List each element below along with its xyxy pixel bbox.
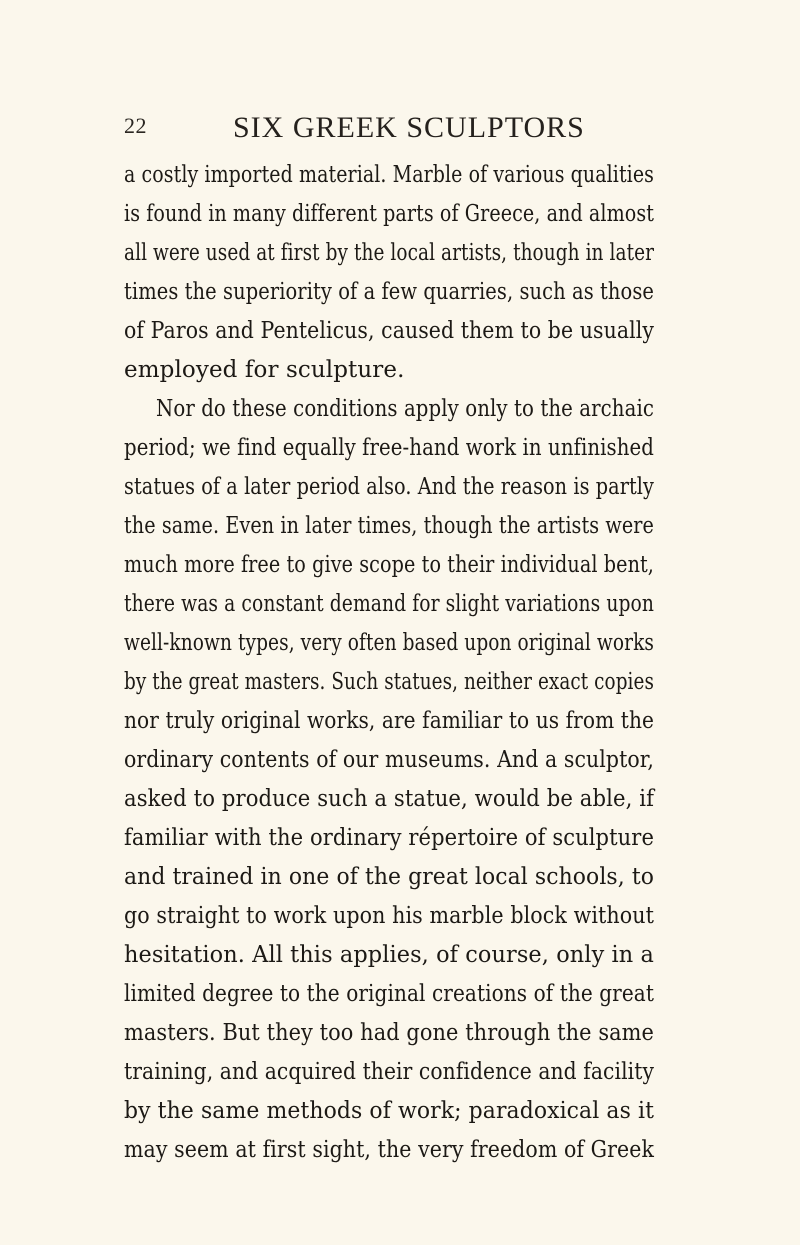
text-line: by the same methods of work; paradoxical as it — [124, 1098, 654, 1124]
text-line: well-known types, very often based upon original works — [124, 630, 654, 656]
text-line: statues of a later period also. And the reason is partly — [124, 474, 654, 500]
page-header — [124, 111, 644, 151]
paragraph-first-line: Nor do these conditions apply only to the archaic — [156, 396, 654, 422]
text-line: the same. Even in later times, though the artists were — [124, 513, 654, 539]
text-line: times the superiority of a few quarries, such as those — [124, 279, 654, 305]
text-line: familiar with the ordinary répertoire of sculpture — [124, 825, 654, 851]
text-line: hesitation. All this applies, of course, only in a — [124, 942, 654, 968]
text-line: period; we find equally free-hand work in unfinished — [124, 435, 654, 461]
text-line: limited degree to the original creations of the great — [124, 981, 654, 1007]
text-line: and trained in one of the great local schools, to — [124, 864, 654, 890]
text-line: training, and acquired their confidence and facility — [124, 1059, 654, 1085]
running-title: SIX GREEK SCULPTORS — [233, 111, 585, 144]
text-line: a costly imported material. Marble of various qualities — [124, 162, 654, 188]
text-line: masters. But they too had gone through the same — [124, 1020, 654, 1046]
text-line: there was a constant demand for slight variations upon — [124, 591, 654, 617]
text-line: asked to produce such a statue, would be able, if — [124, 786, 654, 812]
text-line: nor truly original works, are familiar to us from the — [124, 708, 654, 734]
text-line: by the great masters. Such statues, neither exact copies — [124, 669, 654, 695]
text-line: go straight to work upon his marble block without — [124, 903, 654, 929]
text-line: all were used at first by the local artists, though in later — [124, 240, 654, 266]
text-line: employed for sculpture. — [124, 357, 405, 383]
text-line: is found in many different parts of Greece, and almost — [124, 201, 654, 227]
text-line: much more free to give scope to their individual bent, — [124, 552, 654, 578]
text-line: of Paros and Pentelicus, caused them to be usually — [124, 318, 654, 344]
text-line: ordinary contents of our museums. And a sculptor, — [124, 747, 654, 773]
text-line: may seem at first sight, the very freedom of Greek — [124, 1137, 654, 1163]
page-number: 22 — [124, 113, 147, 138]
